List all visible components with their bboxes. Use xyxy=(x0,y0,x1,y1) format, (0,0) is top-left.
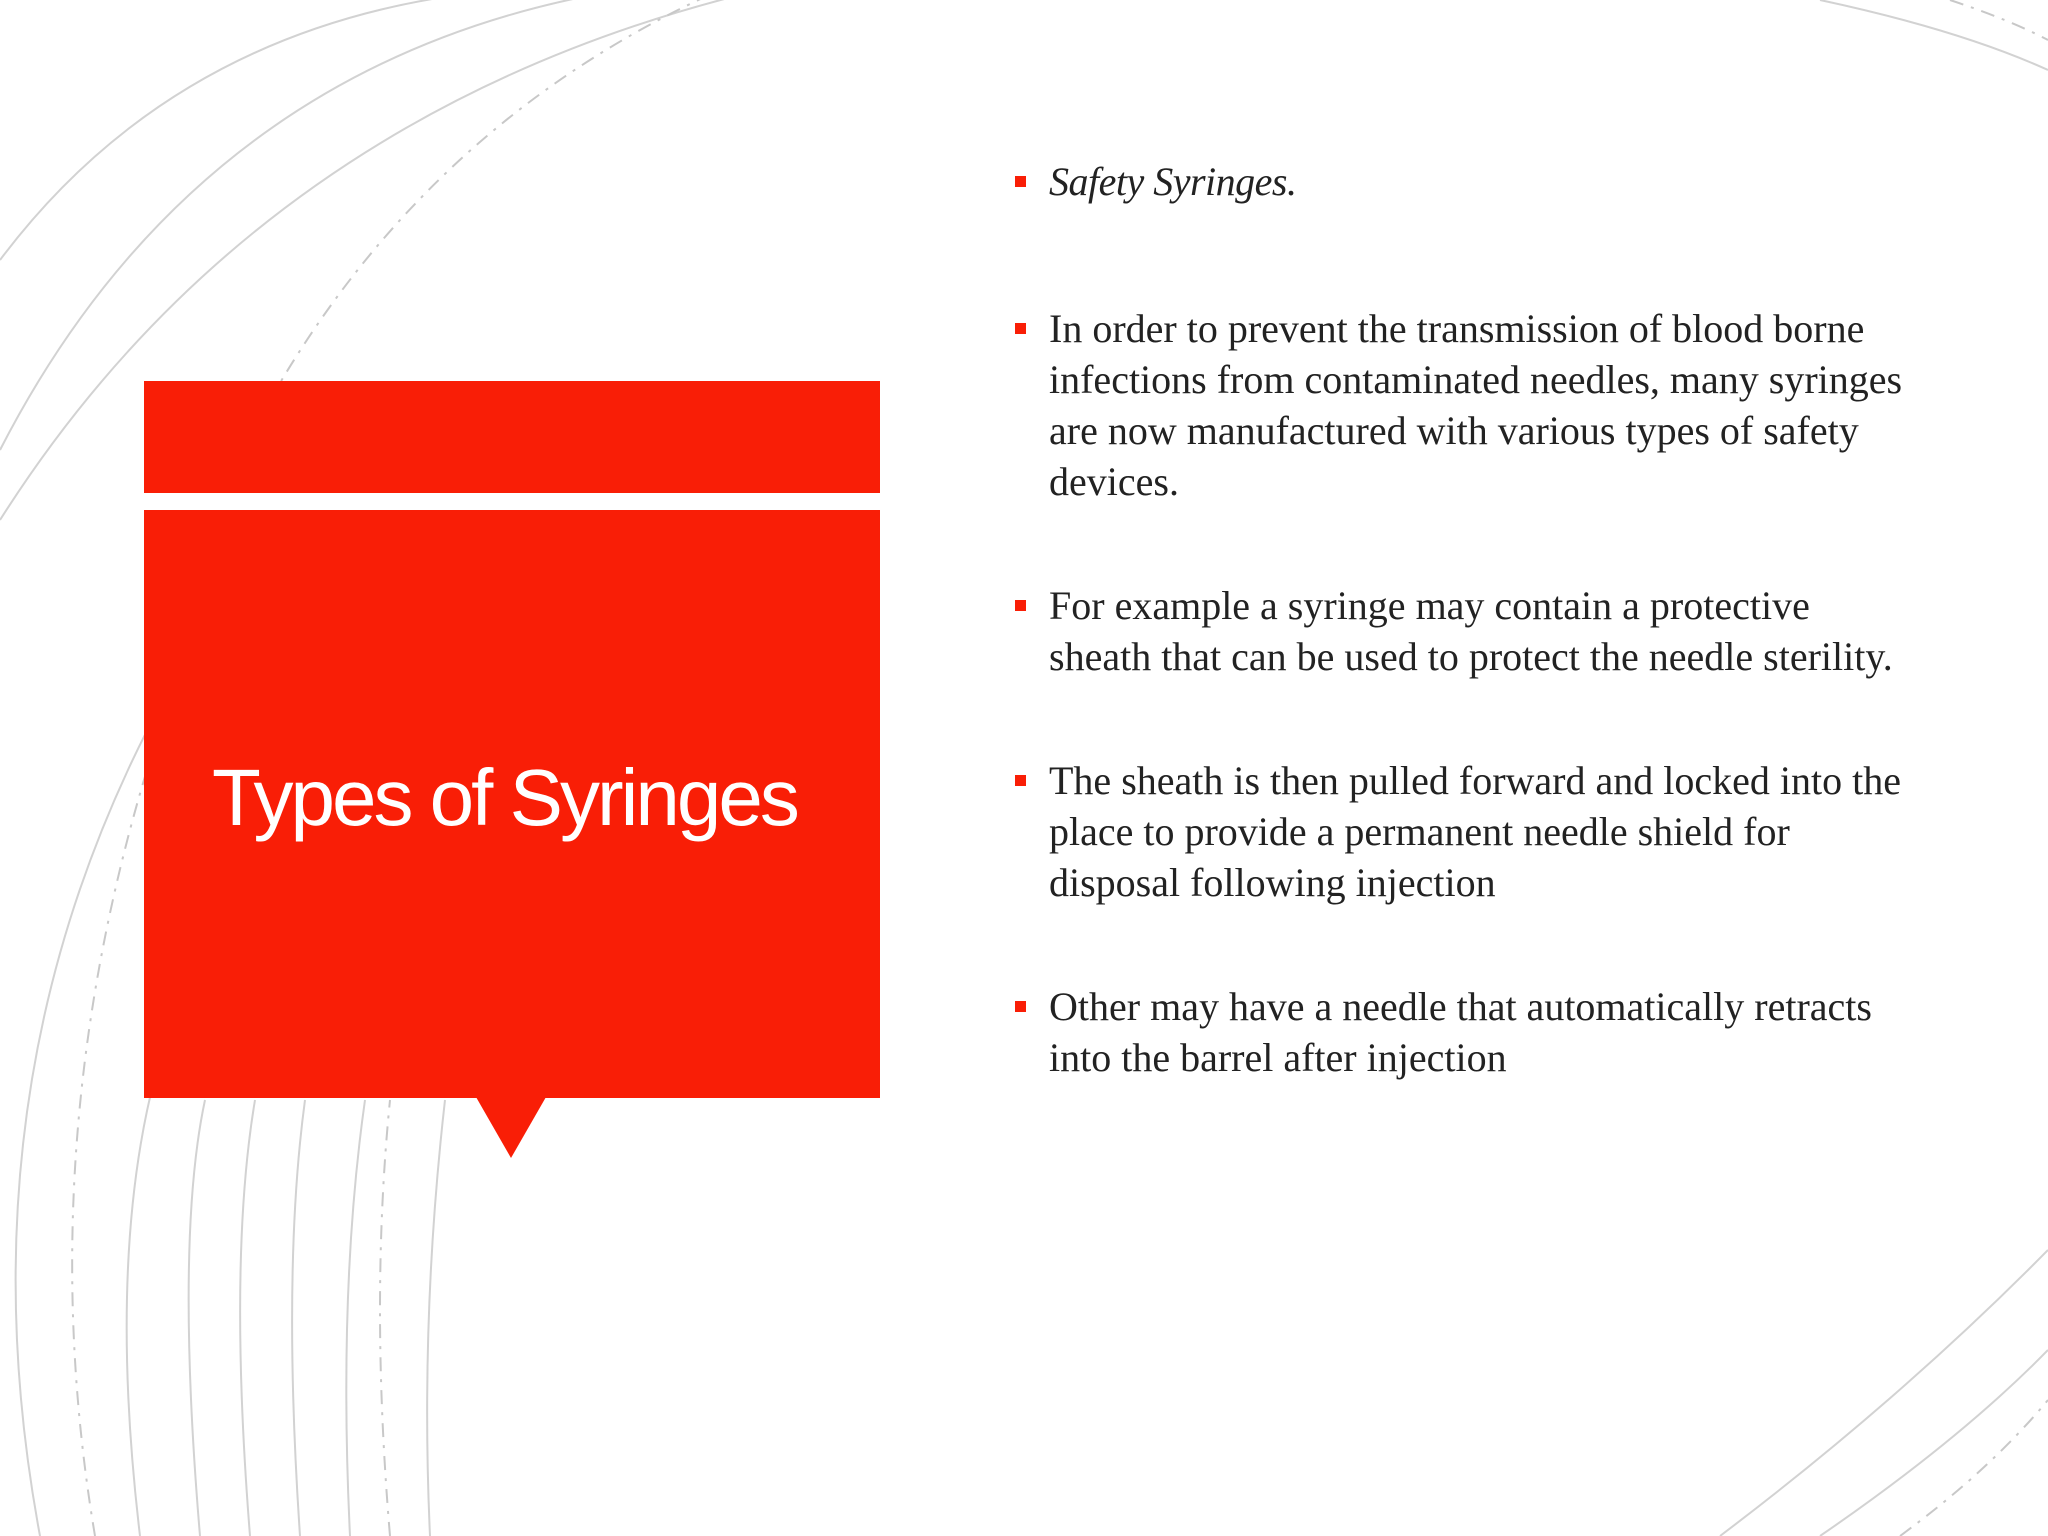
arc-dashed-line xyxy=(380,1100,390,1536)
arc-line xyxy=(346,1100,365,1536)
arc-dashed-line xyxy=(1950,0,2048,40)
arc-line xyxy=(189,1100,205,1536)
bullet-square-icon xyxy=(1015,775,1026,786)
arc-line xyxy=(1720,1250,2048,1536)
bullet-square-icon xyxy=(1015,323,1026,334)
bullet-square-icon xyxy=(1015,176,1026,187)
title-accent-bar-fill xyxy=(144,381,880,493)
bullet-text: For example a syringe may contain a protective sheath that can be used to protect the needle sterility. xyxy=(1049,583,1893,679)
bullet-item xyxy=(1012,156,1912,207)
bullet-text: Other may have a needle that automatically retracts into the barrel after injection xyxy=(1049,984,1872,1080)
bullet-item xyxy=(1012,580,1912,682)
arc-line xyxy=(240,1100,255,1536)
bullet-item xyxy=(1012,755,1912,908)
arc-dashed-line xyxy=(270,0,720,400)
title-callout-pointer xyxy=(476,1097,546,1158)
bullet-text: The sheath is then pulled forward and locked into the place to provide a permanent needle shield for disposal following injection xyxy=(1049,758,1901,905)
arc-line xyxy=(1820,0,2048,70)
bullet-square-icon xyxy=(1015,1001,1026,1012)
bullet-item xyxy=(1012,303,1912,507)
arc-line xyxy=(427,1100,445,1536)
slide-title: Types of Syringes xyxy=(212,753,797,842)
arc-line xyxy=(0,0,500,260)
bullet-item xyxy=(1012,981,1912,1083)
bullet-text: Safety Syringes. xyxy=(1049,159,1297,204)
arc-line xyxy=(292,1100,305,1536)
bullet-list xyxy=(1012,156,1912,1083)
bullet-text: In order to prevent the transmission of blood borne infections from contaminated needles, many syringes are now manufactured with various types of safety devices. xyxy=(1049,306,1903,504)
arc-line xyxy=(1820,1350,2048,1536)
arc-dashed-line xyxy=(1900,1400,2048,1536)
bullet-square-icon xyxy=(1015,600,1026,611)
title-accent-bar xyxy=(144,381,880,493)
